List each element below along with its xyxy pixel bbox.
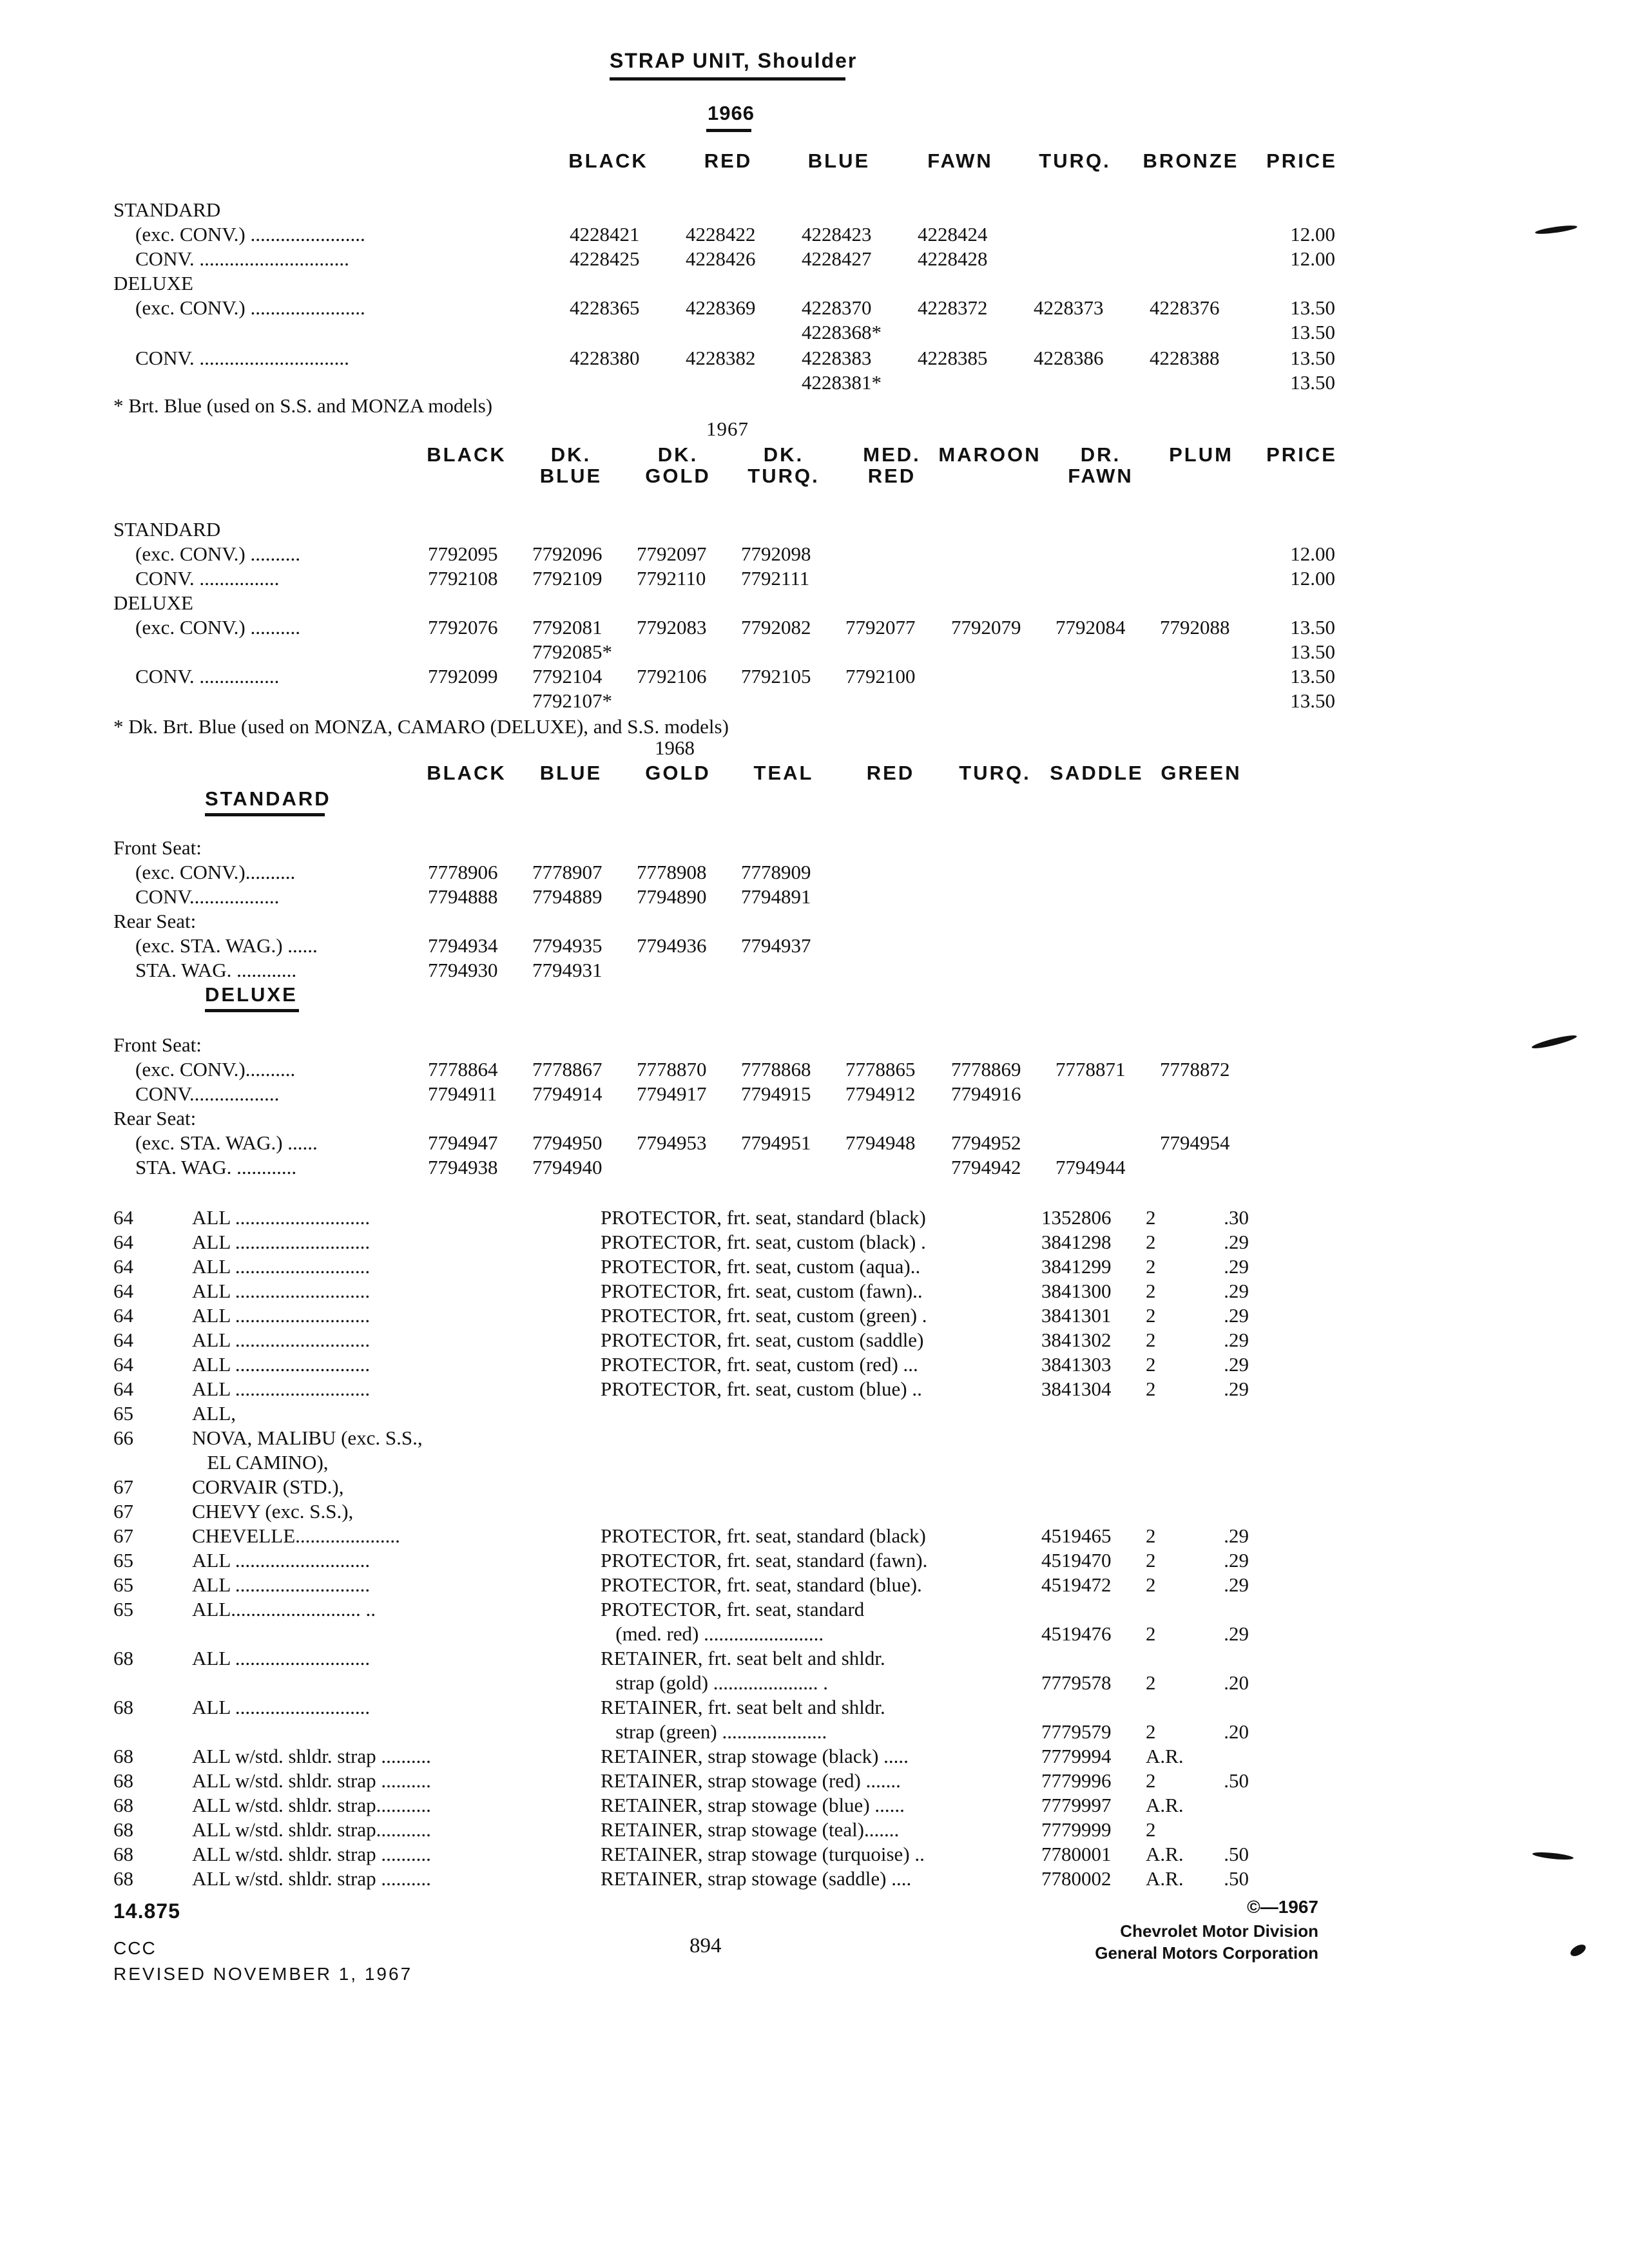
unit-price: .29 xyxy=(1224,1524,1249,1547)
column-header: MAROON xyxy=(938,443,1041,466)
part-number-cell: 7778871 xyxy=(1055,1058,1126,1081)
model-year: 68 xyxy=(113,1769,133,1792)
part-number-cell: 4228370 xyxy=(802,296,872,319)
unit-price: .30 xyxy=(1224,1206,1249,1229)
row-group-label: Rear Seat: xyxy=(113,910,197,932)
row-group-label: STANDARD xyxy=(113,518,221,541)
part-number-cell: 7792084 xyxy=(1055,616,1126,639)
part-number: 3841299 xyxy=(1041,1255,1112,1278)
part-number-cell: 7794911 xyxy=(428,1082,497,1105)
deluxe-underline xyxy=(205,1009,299,1012)
part-number-cell: 4228368* xyxy=(802,321,882,343)
part-description: strap (green) ..................... xyxy=(601,1720,827,1743)
corporation-name: General Motors Corporation xyxy=(1095,1943,1318,1963)
part-number-cell: 4228383 xyxy=(802,347,872,369)
unit-price: .29 xyxy=(1224,1378,1249,1400)
part-number-cell: 4228382 xyxy=(686,347,756,369)
part-number: 3841301 xyxy=(1041,1304,1112,1327)
row-group-label: Rear Seat: xyxy=(113,1107,197,1129)
model-applicability: ALL ........................... xyxy=(192,1647,371,1669)
model-year: 66 xyxy=(113,1427,133,1449)
part-number-cell: 4228422 xyxy=(686,223,756,245)
model-applicability: ALL ........................... xyxy=(192,1255,371,1278)
quantity: 2 xyxy=(1146,1671,1156,1694)
part-number-cell: 7792111 xyxy=(741,567,810,590)
model-year: 68 xyxy=(113,1843,133,1865)
price-cell: 12.00 xyxy=(1290,247,1335,270)
part-description: PROTECTOR, frt. seat, standard (fawn). xyxy=(601,1549,928,1571)
part-number: 7779578 xyxy=(1041,1671,1112,1694)
part-number: 4519470 xyxy=(1041,1549,1112,1571)
copyright: ©—1967 xyxy=(1247,1897,1318,1917)
part-description: PROTECTOR, frt. seat, custom (saddle) xyxy=(601,1329,924,1351)
column-header: BLACK xyxy=(427,762,506,784)
unit-price: .29 xyxy=(1224,1353,1249,1376)
price-cell: 13.50 xyxy=(1290,640,1335,663)
model-year: 64 xyxy=(113,1280,133,1302)
revised-date: REVISED NOVEMBER 1, 1967 xyxy=(113,1964,413,1984)
row-label: (exc. CONV.) ....................... xyxy=(135,296,365,319)
part-number: 7780001 xyxy=(1041,1843,1112,1865)
part-number-cell: 7794917 xyxy=(637,1082,707,1105)
standard-underline xyxy=(205,813,325,816)
column-header: BRONZE xyxy=(1142,149,1239,172)
model-applicability: ALL.......................... .. xyxy=(192,1598,376,1620)
part-number-cell: 7792096 xyxy=(532,543,602,565)
part-number-cell: 7794889 xyxy=(532,885,602,908)
model-applicability: ALL, xyxy=(192,1402,236,1425)
part-number-cell: 7792097 xyxy=(637,543,707,565)
part-number-cell: 7794947 xyxy=(428,1131,498,1154)
unit-price: .29 xyxy=(1224,1304,1249,1327)
part-number-cell: 7778868 xyxy=(741,1058,811,1081)
part-number-cell: 7794890 xyxy=(637,885,707,908)
part-number-cell: 4228380 xyxy=(570,347,640,369)
row-label: CONV. .............................. xyxy=(135,347,349,369)
part-number-cell: 7778908 xyxy=(637,861,707,883)
model-year: 65 xyxy=(113,1402,133,1425)
model-applicability: ALL w/std. shldr. strap .......... xyxy=(192,1769,431,1792)
part-number-cell: 7794937 xyxy=(741,934,811,957)
part-description: RETAINER, frt. seat belt and shldr. xyxy=(601,1696,885,1718)
division-name: Chevrolet Motor Division xyxy=(1120,1921,1318,1941)
part-number-cell: 7792100 xyxy=(845,665,916,687)
part-number: 3841303 xyxy=(1041,1353,1112,1376)
unit-price: .50 xyxy=(1224,1843,1249,1865)
model-applicability: ALL ........................... xyxy=(192,1696,371,1718)
part-number-cell: 7794948 xyxy=(845,1131,916,1154)
quantity: 2 xyxy=(1146,1280,1156,1302)
model-applicability: ALL ........................... xyxy=(192,1353,371,1376)
price-cell: 12.00 xyxy=(1290,543,1335,565)
model-year: 68 xyxy=(113,1647,133,1669)
part-number: 7779579 xyxy=(1041,1720,1112,1743)
quantity: 2 xyxy=(1146,1622,1156,1645)
part-number-cell: 4228376 xyxy=(1150,296,1220,319)
part-number: 3841302 xyxy=(1041,1329,1112,1351)
part-number-cell: 7792099 xyxy=(428,665,498,687)
part-number-cell: 7794952 xyxy=(951,1131,1021,1154)
price-cell: 13.50 xyxy=(1290,665,1335,687)
quantity: 2 xyxy=(1146,1769,1156,1792)
part-number-cell: 7792076 xyxy=(428,616,498,639)
row-label: CONV.................. xyxy=(135,885,280,908)
quantity: 2 xyxy=(1146,1304,1156,1327)
row-group-label: Front Seat: xyxy=(113,1033,202,1056)
part-number-cell: 7778872 xyxy=(1160,1058,1230,1081)
part-description: RETAINER, frt. seat belt and shldr. xyxy=(601,1647,885,1669)
part-description: RETAINER, strap stowage (saddle) .... xyxy=(601,1867,912,1890)
part-number: 7779999 xyxy=(1041,1818,1112,1841)
year-1967: 1967 xyxy=(706,418,749,440)
unit-price: .29 xyxy=(1224,1280,1249,1302)
part-number: 4519472 xyxy=(1041,1573,1112,1596)
row-label: CONV. ................ xyxy=(135,665,280,687)
part-number: 1352806 xyxy=(1041,1206,1112,1229)
price-cell: 13.50 xyxy=(1290,296,1335,319)
part-description: PROTECTOR, frt. seat, custom (green) . xyxy=(601,1304,927,1327)
part-number-cell: 4228424 xyxy=(918,223,988,245)
part-number-cell: 7792107* xyxy=(532,689,612,712)
quantity: 2 xyxy=(1146,1378,1156,1400)
model-applicability: ALL ........................... xyxy=(192,1206,371,1229)
model-applicability: ALL ........................... xyxy=(192,1231,371,1253)
model-applicability: CORVAIR (STD.), xyxy=(192,1475,344,1498)
part-number-cell: 7794942 xyxy=(951,1156,1021,1178)
part-description: strap (gold) ..................... . xyxy=(601,1671,829,1694)
part-number-cell: 7794914 xyxy=(532,1082,602,1105)
part-number-cell: 7792104 xyxy=(532,665,602,687)
footnote-1967: * Dk. Brt. Blue (used on MONZA, CAMARO (DELUXE), and S.S. models) xyxy=(113,715,729,738)
column-header: FAWN xyxy=(927,149,993,172)
quantity: A.R. xyxy=(1146,1745,1184,1767)
model-year: 67 xyxy=(113,1524,133,1547)
model-year: 68 xyxy=(113,1794,133,1816)
part-number-cell: 7778870 xyxy=(637,1058,707,1081)
part-number: 7779997 xyxy=(1041,1794,1112,1816)
part-number-cell: 7792105 xyxy=(741,665,811,687)
part-number-cell: 4228386 xyxy=(1034,347,1104,369)
part-number-cell: 7792110 xyxy=(637,567,706,590)
part-description: RETAINER, strap stowage (blue) ...... xyxy=(601,1794,905,1816)
row-label: CONV. .............................. xyxy=(135,247,349,270)
part-number-cell: 7792098 xyxy=(741,543,811,565)
part-number-cell: 7794953 xyxy=(637,1131,707,1154)
unit-price: .50 xyxy=(1224,1867,1249,1890)
column-header: DK. GOLD xyxy=(645,443,711,487)
quantity: 2 xyxy=(1146,1549,1156,1571)
row-label: STA. WAG. ............ xyxy=(135,959,297,981)
section-number: 14.875 xyxy=(113,1899,180,1923)
quantity: 2 xyxy=(1146,1353,1156,1376)
part-number-cell: 4228427 xyxy=(802,247,872,270)
price-cell: 13.50 xyxy=(1290,347,1335,369)
price-cell: 13.50 xyxy=(1290,321,1335,343)
price-cell: 13.50 xyxy=(1290,616,1335,639)
model-applicability: ALL ........................... xyxy=(192,1329,371,1351)
row-label: STA. WAG. ............ xyxy=(135,1156,297,1178)
part-number-cell: 7792079 xyxy=(951,616,1021,639)
catalog-code: CCC xyxy=(113,1938,157,1958)
year-1968: 1968 xyxy=(655,736,695,759)
part-description: PROTECTOR, frt. seat, standard (blue). xyxy=(601,1573,922,1596)
row-label: (exc. CONV.).......... xyxy=(135,861,296,883)
model-applicability: ALL ........................... xyxy=(192,1378,371,1400)
column-header: PRICE xyxy=(1266,149,1337,172)
part-description: PROTECTOR, frt. seat, custom (black) . xyxy=(601,1231,926,1253)
model-applicability: ALL w/std. shldr. strap .......... xyxy=(192,1843,431,1865)
model-applicability: ALL w/std. shldr. strap........... xyxy=(192,1818,431,1841)
quantity: 2 xyxy=(1146,1524,1156,1547)
model-year: 65 xyxy=(113,1573,133,1596)
part-number-cell: 7792095 xyxy=(428,543,498,565)
model-applicability: ALL ........................... xyxy=(192,1573,371,1596)
part-number-cell: 7778865 xyxy=(845,1058,916,1081)
column-header: PRICE xyxy=(1266,443,1337,466)
model-year: 64 xyxy=(113,1206,133,1229)
part-number-cell: 4228425 xyxy=(570,247,640,270)
part-number-cell: 7794936 xyxy=(637,934,707,957)
part-number: 3841304 xyxy=(1041,1378,1112,1400)
part-number: 4519465 xyxy=(1041,1524,1112,1547)
part-number-cell: 7794930 xyxy=(428,959,498,981)
row-group-label: DELUXE xyxy=(113,591,193,614)
part-number-cell: 4228388 xyxy=(1150,347,1220,369)
model-year: 64 xyxy=(113,1304,133,1327)
part-number: 4519476 xyxy=(1041,1622,1112,1645)
part-number-cell: 7794935 xyxy=(532,934,602,957)
quantity: A.R. xyxy=(1146,1794,1184,1816)
column-header: BLUE xyxy=(807,149,871,172)
part-number-cell: 7792088 xyxy=(1160,616,1230,639)
column-header: DK. BLUE xyxy=(539,443,602,487)
part-number-cell: 7778867 xyxy=(532,1058,602,1081)
row-label: (exc. STA. WAG.) ...... xyxy=(135,1131,318,1154)
price-cell: 13.50 xyxy=(1290,689,1335,712)
row-label: CONV. ................ xyxy=(135,567,280,590)
part-description: PROTECTOR, frt. seat, custom (aqua).. xyxy=(601,1255,921,1278)
row-label: CONV.................. xyxy=(135,1082,280,1105)
part-number-cell: 7792077 xyxy=(845,616,916,639)
part-number-cell: 7794954 xyxy=(1160,1131,1230,1154)
part-number-cell: 7792082 xyxy=(741,616,811,639)
column-header: SADDLE xyxy=(1050,762,1144,784)
part-number-cell: 4228381* xyxy=(802,371,882,394)
binder-mark xyxy=(1532,1851,1574,1861)
quantity: A.R. xyxy=(1146,1867,1184,1890)
part-number-cell: 7792083 xyxy=(637,616,707,639)
model-applicability: NOVA, MALIBU (exc. S.S., xyxy=(192,1427,423,1449)
year-1966-underline xyxy=(706,129,751,132)
part-description: RETAINER, strap stowage (black) ..... xyxy=(601,1745,909,1767)
model-year: 67 xyxy=(113,1475,133,1498)
part-description: PROTECTOR, frt. seat, standard (black) xyxy=(601,1524,926,1547)
title-underline xyxy=(610,77,845,81)
model-year: 65 xyxy=(113,1598,133,1620)
part-description: RETAINER, strap stowage (turquoise) .. xyxy=(601,1843,925,1865)
column-header: GREEN xyxy=(1161,762,1242,784)
unit-price: .29 xyxy=(1224,1573,1249,1596)
part-number-cell: 7778907 xyxy=(532,861,602,883)
part-number-cell: 7794944 xyxy=(1055,1156,1126,1178)
model-applicability: ALL ........................... xyxy=(192,1549,371,1571)
part-number-cell: 7794938 xyxy=(428,1156,498,1178)
part-number-cell: 4228373 xyxy=(1034,296,1104,319)
model-applicability: ALL ........................... xyxy=(192,1280,371,1302)
binder-mark xyxy=(1568,1942,1588,1958)
column-header: GOLD xyxy=(645,762,711,784)
standard-heading: STANDARD xyxy=(205,787,331,810)
model-year: 68 xyxy=(113,1745,133,1767)
part-number-cell: 7792106 xyxy=(637,665,707,687)
deluxe-heading: DELUXE xyxy=(205,983,298,1006)
model-year: 64 xyxy=(113,1231,133,1253)
part-number-cell: 4228428 xyxy=(918,247,988,270)
footnote-1966: * Brt. Blue (used on S.S. and MONZA models) xyxy=(113,394,493,417)
quantity: A.R. xyxy=(1146,1843,1184,1865)
unit-price: .50 xyxy=(1224,1769,1249,1792)
model-year: 64 xyxy=(113,1255,133,1278)
model-year: 67 xyxy=(113,1500,133,1523)
binder-mark xyxy=(1535,224,1578,235)
part-number-cell: 4228385 xyxy=(918,347,988,369)
column-header: BLUE xyxy=(539,762,602,784)
part-number: 7780002 xyxy=(1041,1867,1112,1890)
part-number-cell: 4228426 xyxy=(686,247,756,270)
row-label: (exc. CONV.).......... xyxy=(135,1058,296,1081)
part-description: PROTECTOR, frt. seat, custom (fawn).. xyxy=(601,1280,923,1302)
quantity: 2 xyxy=(1146,1255,1156,1278)
column-header: TURQ. xyxy=(1039,149,1111,172)
column-header: DK. TURQ. xyxy=(747,443,820,487)
part-number-cell: 7778906 xyxy=(428,861,498,883)
year-1966: 1966 xyxy=(708,102,755,124)
model-applicability: CHEVELLE..................... xyxy=(192,1524,400,1547)
part-description: RETAINER, strap stowage (teal)....... xyxy=(601,1818,900,1841)
part-number-cell: 4228423 xyxy=(802,223,872,245)
model-year: 64 xyxy=(113,1353,133,1376)
quantity: 2 xyxy=(1146,1329,1156,1351)
model-year: 68 xyxy=(113,1818,133,1841)
part-number-cell: 7794912 xyxy=(845,1082,916,1105)
part-number-cell: 4228365 xyxy=(570,296,640,319)
page-title: STRAP UNIT, Shoulder xyxy=(610,49,858,72)
unit-price: .20 xyxy=(1224,1671,1249,1694)
model-applicability: EL CAMINO), xyxy=(192,1451,329,1474)
part-number: 7779996 xyxy=(1041,1769,1112,1792)
part-description: PROTECTOR, frt. seat, custom (blue) .. xyxy=(601,1378,922,1400)
part-number-cell: 7794888 xyxy=(428,885,498,908)
column-header: PLUM xyxy=(1169,443,1233,466)
part-number-cell: 7792108 xyxy=(428,567,498,590)
part-number: 3841298 xyxy=(1041,1231,1112,1253)
row-group-label: Front Seat: xyxy=(113,836,202,859)
quantity: 2 xyxy=(1146,1573,1156,1596)
unit-price: .29 xyxy=(1224,1549,1249,1571)
column-header: TEAL xyxy=(753,762,814,784)
column-header: BLACK xyxy=(568,149,648,172)
price-cell: 13.50 xyxy=(1290,371,1335,394)
unit-price: .29 xyxy=(1224,1622,1249,1645)
part-number-cell: 4228372 xyxy=(918,296,988,319)
quantity: 2 xyxy=(1146,1818,1156,1841)
part-number-cell: 7778909 xyxy=(741,861,811,883)
row-group-label: DELUXE xyxy=(113,272,193,294)
unit-price: .20 xyxy=(1224,1720,1249,1743)
binder-mark xyxy=(1531,1033,1577,1050)
part-number: 3841300 xyxy=(1041,1280,1112,1302)
part-description: PROTECTOR, frt. seat, standard (black) xyxy=(601,1206,926,1229)
column-header: RED xyxy=(866,762,915,784)
quantity: 2 xyxy=(1146,1206,1156,1229)
model-year: 68 xyxy=(113,1696,133,1718)
unit-price: .29 xyxy=(1224,1255,1249,1278)
part-description: PROTECTOR, frt. seat, custom (red) ... xyxy=(601,1353,918,1376)
part-description: PROTECTOR, frt. seat, standard xyxy=(601,1598,865,1620)
row-label: (exc. CONV.) ....................... xyxy=(135,223,365,245)
model-applicability: ALL w/std. shldr. strap .......... xyxy=(192,1867,431,1890)
part-number-cell: 7778864 xyxy=(428,1058,498,1081)
row-label: (exc. CONV.) .......... xyxy=(135,616,301,639)
model-applicability: CHEVY (exc. S.S.), xyxy=(192,1500,354,1523)
price-cell: 12.00 xyxy=(1290,567,1335,590)
part-number-cell: 7794951 xyxy=(741,1131,811,1154)
unit-price: .29 xyxy=(1224,1329,1249,1351)
column-header: RED xyxy=(704,149,753,172)
model-year: 64 xyxy=(113,1329,133,1351)
quantity: 2 xyxy=(1146,1720,1156,1743)
model-year: 65 xyxy=(113,1549,133,1571)
column-header: BLACK xyxy=(427,443,506,466)
part-description: RETAINER, strap stowage (red) ....... xyxy=(601,1769,901,1792)
page-number: 894 xyxy=(689,1934,722,1957)
part-description: (med. red) ........................ xyxy=(601,1622,824,1645)
part-number-cell: 7794931 xyxy=(532,959,602,981)
part-number: 7779994 xyxy=(1041,1745,1112,1767)
row-group-label: STANDARD xyxy=(113,198,221,221)
part-number-cell: 7794950 xyxy=(532,1131,602,1154)
model-applicability: ALL w/std. shldr. strap .......... xyxy=(192,1745,431,1767)
part-number-cell: 7792109 xyxy=(532,567,602,590)
column-header: TURQ. xyxy=(959,762,1031,784)
model-applicability: ALL w/std. shldr. strap........... xyxy=(192,1794,431,1816)
part-number-cell: 7778869 xyxy=(951,1058,1021,1081)
model-year: 68 xyxy=(113,1867,133,1890)
part-number-cell: 7794934 xyxy=(428,934,498,957)
model-year: 64 xyxy=(113,1378,133,1400)
model-applicability: ALL ........................... xyxy=(192,1304,371,1327)
part-number-cell: 7794916 xyxy=(951,1082,1021,1105)
part-number-cell: 7794915 xyxy=(741,1082,811,1105)
part-number-cell: 4228369 xyxy=(686,296,756,319)
quantity: 2 xyxy=(1146,1231,1156,1253)
row-label: (exc. CONV.) .......... xyxy=(135,543,301,565)
column-header: MED. RED xyxy=(863,443,921,487)
part-number-cell: 7794891 xyxy=(741,885,811,908)
part-number-cell: 7794940 xyxy=(532,1156,602,1178)
row-label: (exc. STA. WAG.) ...... xyxy=(135,934,318,957)
part-number-cell: 7792081 xyxy=(532,616,602,639)
column-header: DR. FAWN xyxy=(1068,443,1133,487)
unit-price: .29 xyxy=(1224,1231,1249,1253)
part-number-cell: 7792085* xyxy=(532,640,612,663)
price-cell: 12.00 xyxy=(1290,223,1335,245)
part-number-cell: 4228421 xyxy=(570,223,640,245)
